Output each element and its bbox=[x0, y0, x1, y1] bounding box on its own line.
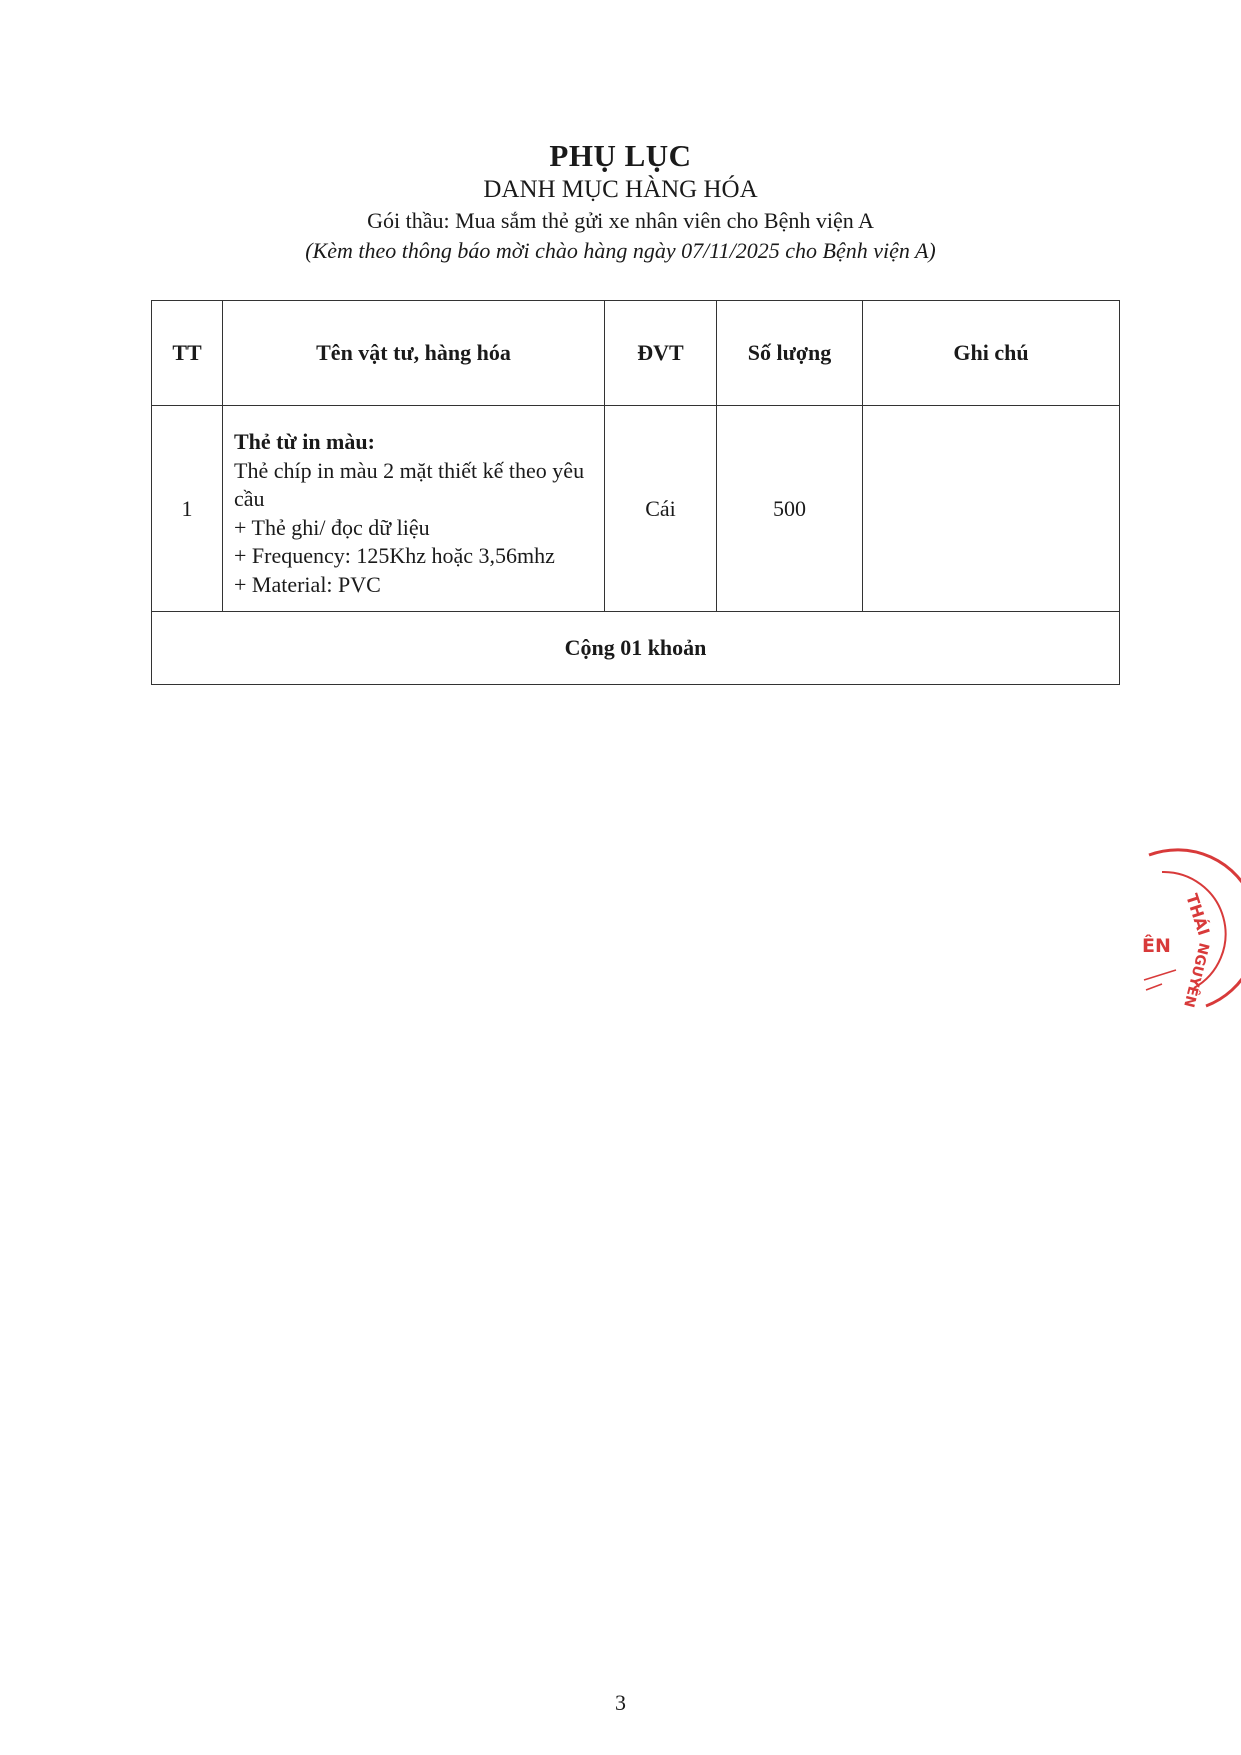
cell-quantity: 500 bbox=[717, 406, 863, 612]
table-header-row bbox=[152, 301, 1120, 406]
attachment-note: (Kèm theo thông báo mời chào hàng ngày 07/11/2025 cho Bệnh viện A) bbox=[305, 238, 936, 263]
item-title: Thẻ từ in màu: bbox=[234, 429, 375, 454]
total-label: Cộng 01 khoản bbox=[152, 612, 1120, 685]
item-desc-line: + Thẻ ghi/ đọc dữ liệu bbox=[234, 514, 430, 540]
item-desc-line: Thẻ chíp in màu 2 mặt thiết kế theo yêu cầu bbox=[234, 457, 585, 511]
item-desc-line: + Material: PVC bbox=[234, 571, 381, 597]
goods-table bbox=[151, 300, 1120, 685]
document-header bbox=[0, 138, 1241, 266]
header-tt: TT bbox=[152, 301, 223, 406]
header-unit: ĐVT bbox=[605, 301, 717, 406]
cell-tt: 1 bbox=[152, 406, 223, 612]
document-title: PHỤ LỤC bbox=[549, 138, 692, 173]
cell-unit: Cái bbox=[605, 406, 717, 612]
svg-text:THÁI: THÁI bbox=[1182, 891, 1214, 938]
svg-text:ÊN: ÊN bbox=[1142, 935, 1171, 957]
table-row bbox=[152, 406, 1120, 612]
page-number: 3 bbox=[615, 1690, 626, 1715]
header-note: Ghi chú bbox=[863, 301, 1120, 406]
package-name: Gói thầu: Mua sắm thẻ gửi xe nhân viên cho Bệnh viện A bbox=[367, 208, 874, 233]
cell-item-name bbox=[223, 406, 605, 612]
total-row bbox=[152, 612, 1120, 685]
document-subtitle: DANH MỤC HÀNG HÓA bbox=[483, 176, 758, 203]
svg-text:NGUYÊN: NGUYÊN bbox=[1180, 941, 1212, 1009]
header-item-name: Tên vật tư, hàng hóa bbox=[223, 301, 605, 406]
cell-note bbox=[863, 406, 1120, 612]
item-desc-line: + Frequency: 125Khz hoặc 3,56mhz bbox=[234, 543, 555, 568]
red-seal-stamp bbox=[1136, 838, 1241, 1038]
header-quantity: Số lượng bbox=[717, 301, 863, 406]
